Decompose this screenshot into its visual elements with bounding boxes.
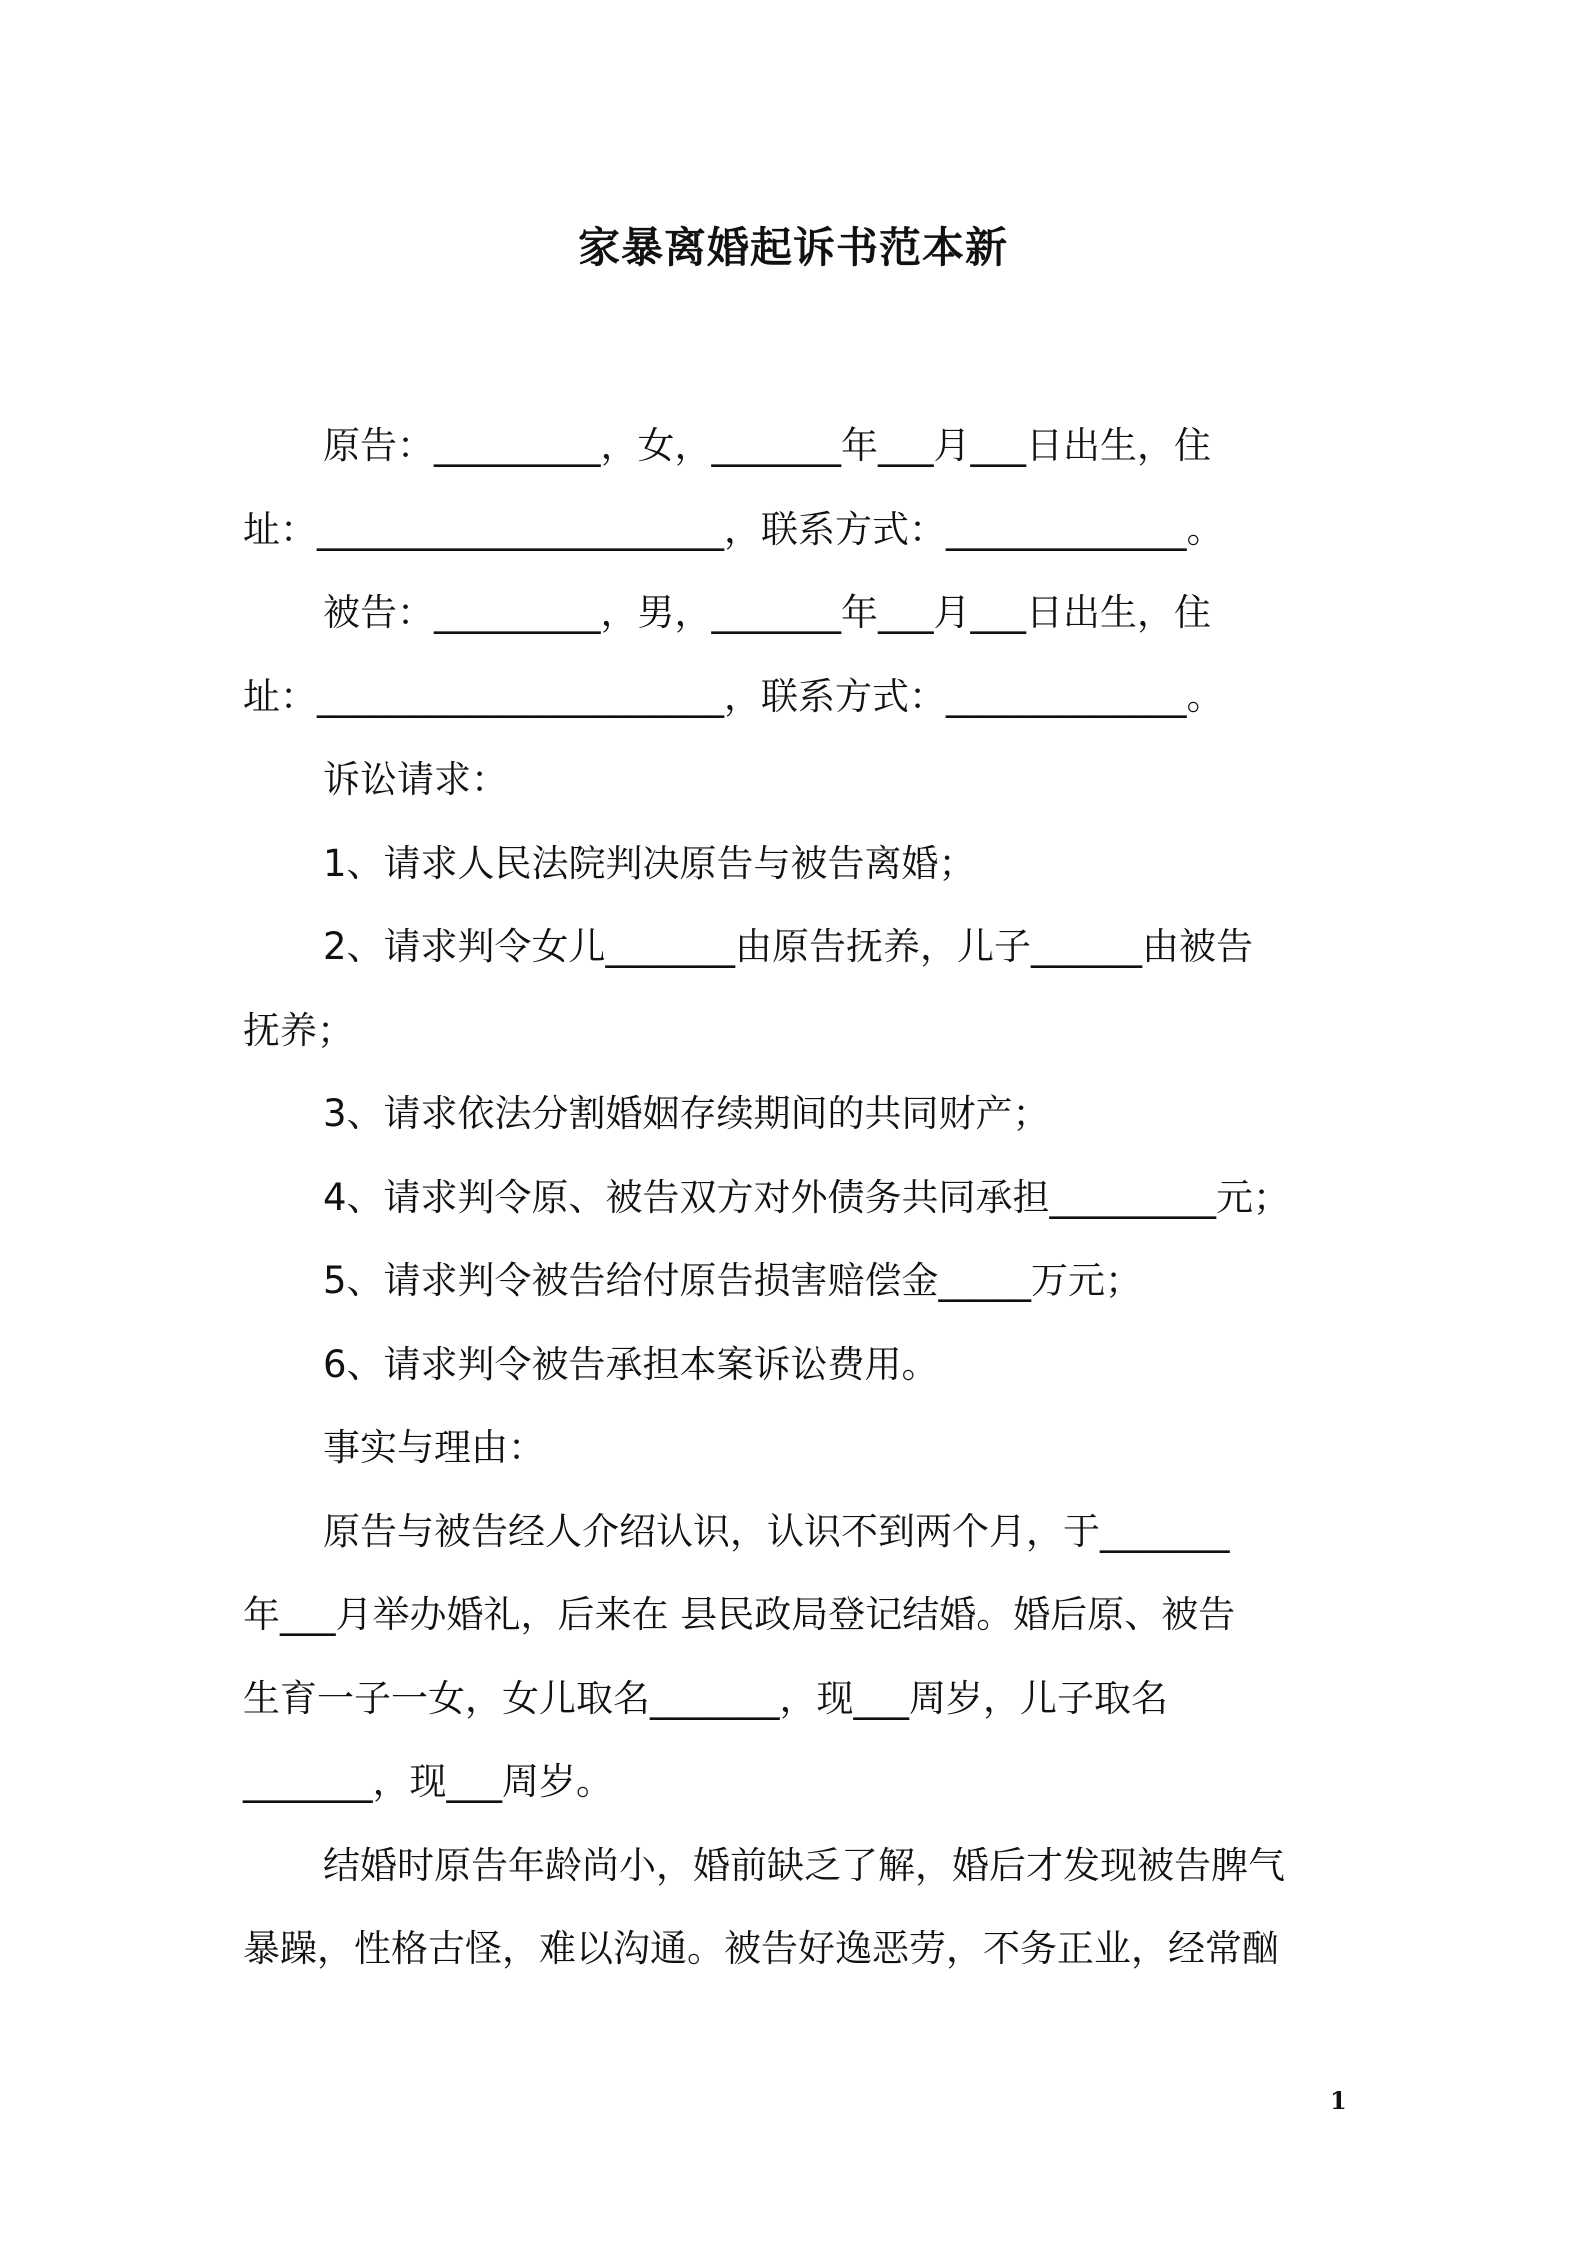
- claim-2-line-2: 抚养；: [243, 1008, 354, 1052]
- claim-4: 4、请求判令原、被告双方对外债务共同承担_________元；: [323, 1175, 1291, 1219]
- facts-paragraph-2-line-2: 暴躁，性格古怪，难以沟通。被告好逸恶劳，不务正业，经常酗: [243, 1927, 1279, 1970]
- claim-5: 5、请求判令被告给付原告损害赔偿金_____万元；: [323, 1259, 1143, 1302]
- facts-paragraph-1-line-3: 生育一子一女，女儿取名_______，现___周岁，儿子取名: [243, 1676, 1168, 1720]
- page-number: 1: [1330, 2086, 1347, 2115]
- plaintiff-line-2: 址：______________________，联系方式：_____________。: [243, 507, 1224, 551]
- facts-paragraph-1-line-4: _______，现___周岁。: [243, 1760, 613, 1803]
- defendant-line-1: 被告：_________，男，_______年___月___日出生，住: [323, 591, 1211, 634]
- document-body: [243, 404, 1343, 1991]
- claim-1: 1、请求人民法院判决原告与被告离婚；: [323, 841, 976, 885]
- claim-2-line-1: 2、请求判令女儿_______由原告抚养，儿子______由被告: [323, 925, 1254, 968]
- facts-paragraph-2-line-1: 结婚时原告年龄尚小，婚前缺乏了解，婚后才发现被告脾气: [323, 1843, 1285, 1887]
- facts-paragraph-1-line-2: 年___月举办婚礼，后来在 县民政局登记结婚。婚后原、被告: [243, 1593, 1236, 1636]
- claim-3: 3、请求依法分割婚姻存续期间的共同财产；: [323, 1092, 1050, 1135]
- claim-6: 6、请求判令被告承担本案诉讼费用。: [323, 1342, 939, 1386]
- claims-heading: 诉讼请求：: [323, 758, 508, 801]
- facts-heading: 事实与理由：: [323, 1426, 545, 1469]
- plaintiff-line-1: 原告：_________，女，_______年___月___日出生，住: [323, 424, 1211, 467]
- facts-paragraph-1-line-1: 原告与被告经人介绍认识，认识不到两个月，于_______: [323, 1509, 1230, 1553]
- defendant-line-2: 址：______________________，联系方式：_____________。: [243, 674, 1224, 718]
- document-title: 家暴离婚起诉书范本新: [577, 223, 1008, 272]
